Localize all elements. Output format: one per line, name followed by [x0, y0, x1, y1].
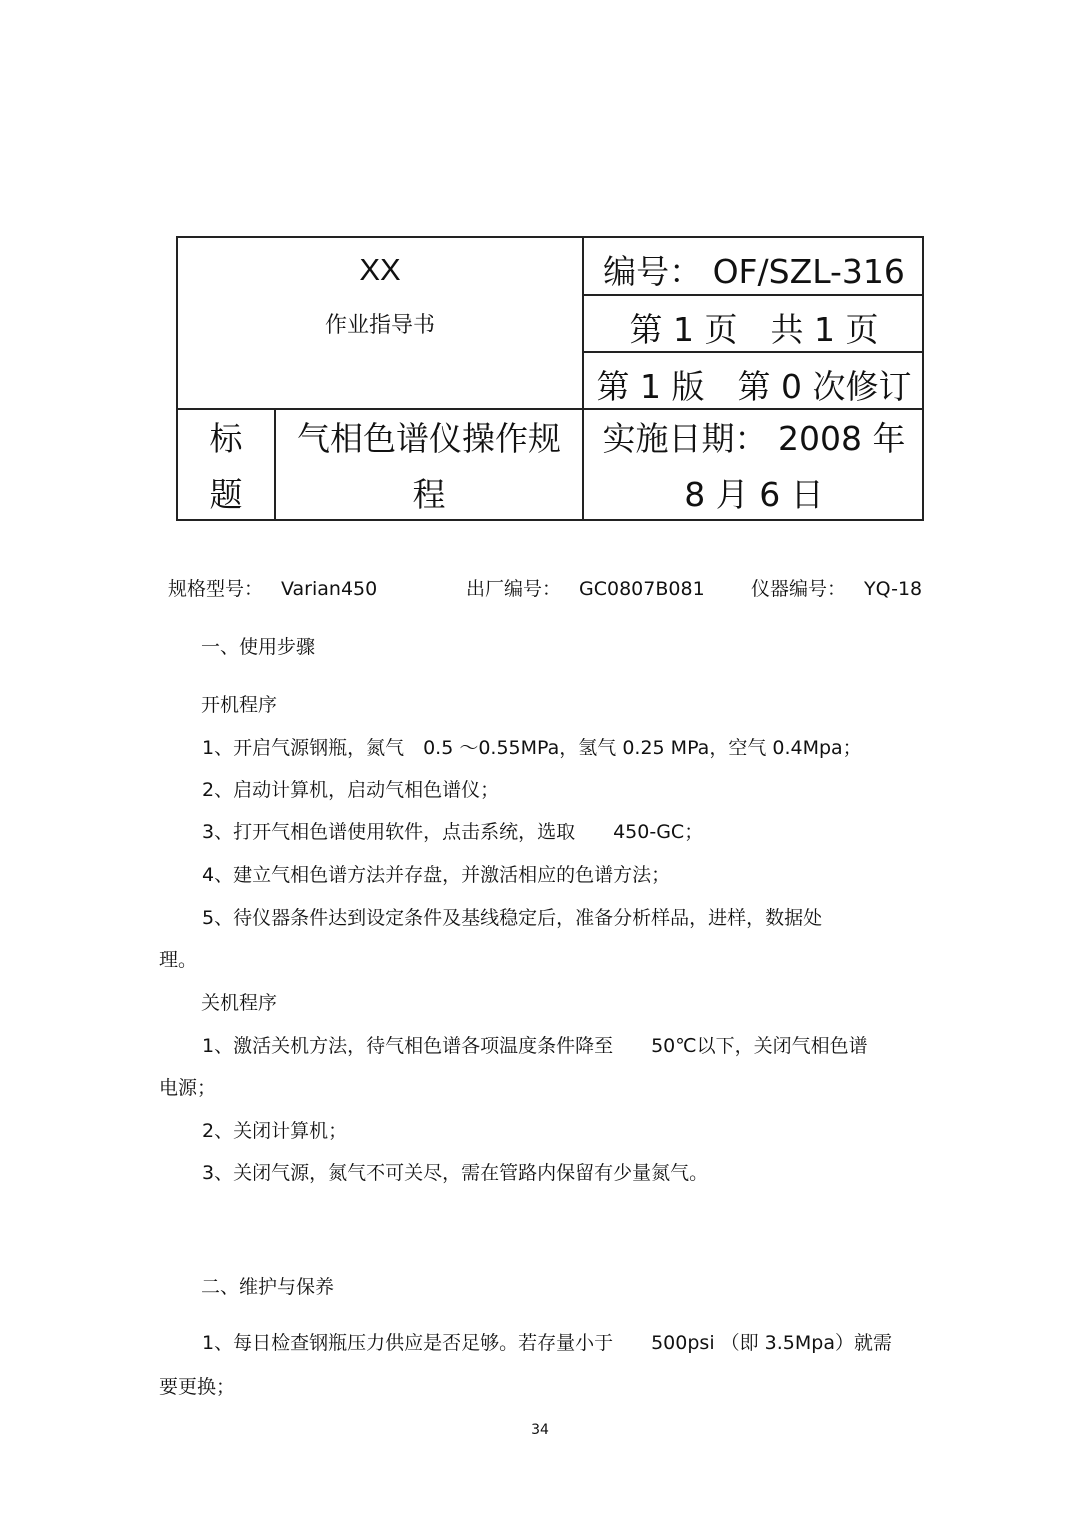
startup-heading: 开机程序	[201, 694, 278, 716]
document-title: 气相色谱仪操作规程	[297, 418, 561, 514]
startup-step-5-continued: 理。	[159, 949, 198, 971]
title-label-char-1: 标	[209, 418, 243, 458]
header-table	[176, 236, 924, 521]
model-value: Varian450	[281, 578, 378, 600]
document-type: 作业指导书	[324, 313, 435, 338]
version-info: 第 1 版 第 0 次修订	[596, 367, 912, 406]
page-number: 34	[531, 1422, 549, 1438]
shutdown-step-2: 2、关闭计算机；	[202, 1120, 348, 1142]
effective-date: 实施日期： 2008 年 8 月 6 日	[602, 418, 906, 514]
usage-heading: 一、使用步骤	[201, 636, 316, 658]
instrument-value: YQ-18	[864, 578, 923, 600]
startup-step-2: 2、启动计算机，启动气相色谱仪；	[202, 779, 500, 801]
document-number: 编号： OF/SZL-316	[603, 252, 905, 291]
company-name: XX	[359, 252, 401, 287]
shutdown-heading: 关机程序	[201, 992, 278, 1014]
table-divider	[584, 351, 924, 353]
maintenance-heading: 二、维护与保养	[201, 1276, 335, 1298]
instrument-label: 仪器编号：	[751, 578, 847, 600]
startup-step-4: 4、建立气相色谱方法并存盘，并激活相应的色谱方法；	[202, 864, 671, 886]
maintenance-step-1-continued: 要更换；	[159, 1376, 236, 1398]
serial-value: GC0807B081	[579, 578, 705, 600]
maintenance-step-1: 1、每日检查钢瓶压力供应是否足够。若存量小于 500psi （即 3.5Mpa）就需	[202, 1332, 892, 1354]
model-spec	[168, 574, 377, 601]
table-divider	[584, 294, 924, 296]
startup-step-1: 1、开启气源钢瓶，氮气 0.5 ～0.55MPa，氢气 0.25 MPa，空气 0.4Mpa；	[202, 737, 862, 759]
serial-label: 出厂编号：	[466, 578, 562, 600]
shutdown-step-1: 1、激活关机方法，待气相色谱各项温度条件降至 50℃以下，关闭气相色谱	[202, 1035, 868, 1057]
startup-step-3: 3、打开气相色谱使用软件，点击系统，选取 450-GC；	[202, 821, 704, 843]
title-label	[178, 412, 274, 521]
shutdown-step-1-continued: 电源；	[159, 1077, 217, 1099]
serial-spec	[466, 574, 705, 601]
startup-step-5: 5、待仪器条件达到设定条件及基线稳定后，准备分析样品，进样，数据处	[202, 907, 823, 929]
model-label: 规格型号：	[168, 578, 264, 600]
shutdown-step-3: 3、关闭气源，氮气不可关尽，需在管路内保留有少量氮气。	[202, 1162, 709, 1184]
instrument-spec	[751, 574, 922, 601]
page-info: 第 1 页 共 1 页	[629, 310, 879, 349]
title-label-char-2: 题	[209, 474, 243, 514]
